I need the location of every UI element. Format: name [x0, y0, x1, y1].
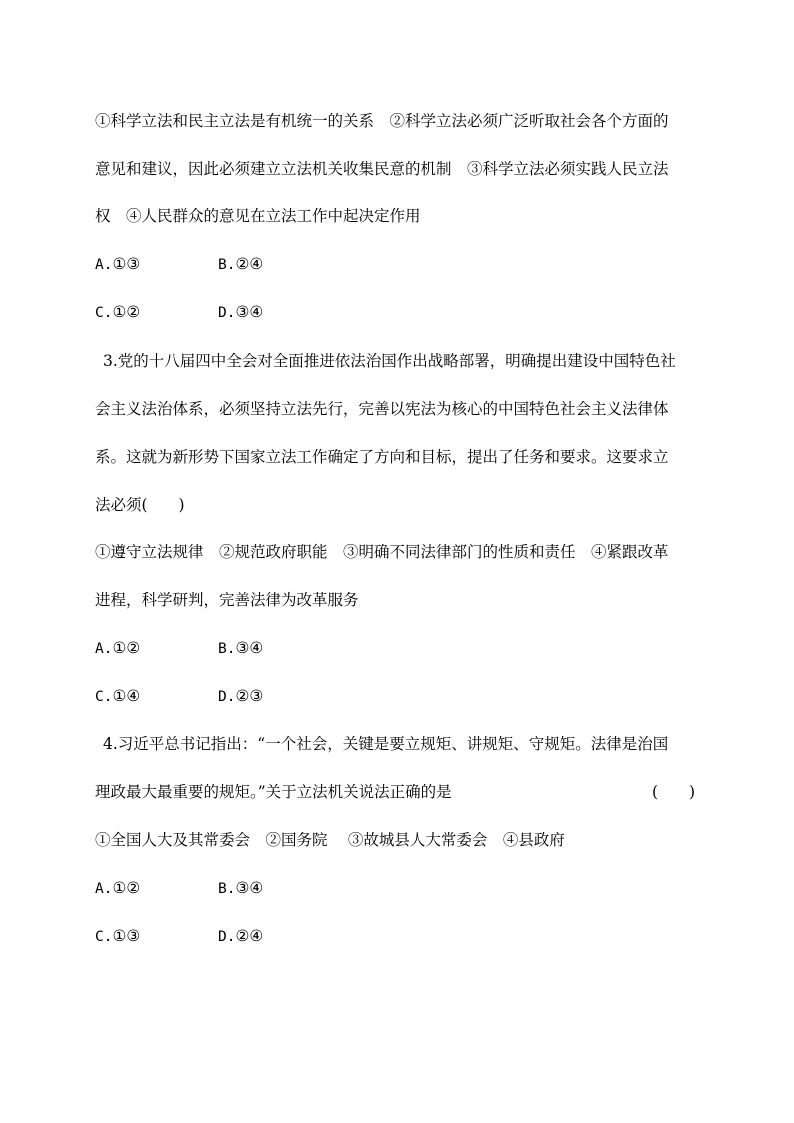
- q3-option-c[interactable]: C.①④: [95, 687, 141, 705]
- q3-option-a[interactable]: A.①②: [95, 639, 141, 657]
- q3-statement-line-2: 进程，科学研判，完善法律为改革服务: [95, 591, 359, 609]
- q4-option-c[interactable]: C.①③: [95, 927, 141, 945]
- q4-option-d[interactable]: D.②④: [218, 927, 264, 945]
- q3-option-b[interactable]: B.③④: [218, 639, 264, 657]
- q4-stem-line-1: 4.习近平总书记指出：“一个社会，关键是要立规矩、讲规矩、守规矩。法律是治国: [103, 735, 669, 753]
- q2-option-d[interactable]: D.③④: [218, 303, 264, 321]
- q4-option-a[interactable]: A.①②: [95, 879, 141, 897]
- q2-option-b[interactable]: B.②④: [218, 255, 264, 273]
- q4-statement-line-1: ①全国人大及其常委会 ②国务院 ③故城县人大常委会 ④县政府: [95, 831, 565, 849]
- q3-stem-line-2: 会主义法治体系，必须坚持立法先行，完善以宪法为核心的中国特色社会主义法律体: [95, 400, 669, 418]
- q2-statement-line-2: 意见和建议，因此必须建立立法机关收集民意的机制 ③科学立法必须实践人民立法: [95, 160, 669, 178]
- q2-statement-line-1: ①科学立法和民主立法是有机统一的关系 ②科学立法必须广泛听取社会各个方面的: [95, 112, 669, 130]
- q4-option-b[interactable]: B.③④: [218, 879, 264, 897]
- q3-stem-line-3: 系。这就为新形势下国家立法工作确定了方向和目标，提出了任务和要求。这要求立: [95, 448, 669, 466]
- q2-option-c[interactable]: C.①②: [95, 303, 141, 321]
- q3-statement-line-1: ①遵守立法规律 ②规范政府职能 ③明确不同法律部门的性质和责任 ④紧跟改革: [95, 543, 669, 561]
- q3-stem-line-4: 法必须( ): [95, 496, 185, 514]
- q4-stem-line-2: 理政最大最重要的规矩。”关于立法机关说法正确的是: [95, 783, 452, 801]
- q4-answer-blank: ( ): [652, 783, 696, 801]
- q3-stem-line-1: 3.党的十八届四中全会对全面推进依法治国作出战略部署，明确提出建设中国特色社: [103, 352, 676, 370]
- q2-statement-line-3: 权 ④人民群众的意见在立法工作中起决定作用: [95, 207, 421, 225]
- q2-option-a[interactable]: A.①③: [95, 255, 141, 273]
- q3-option-d[interactable]: D.②③: [218, 687, 264, 705]
